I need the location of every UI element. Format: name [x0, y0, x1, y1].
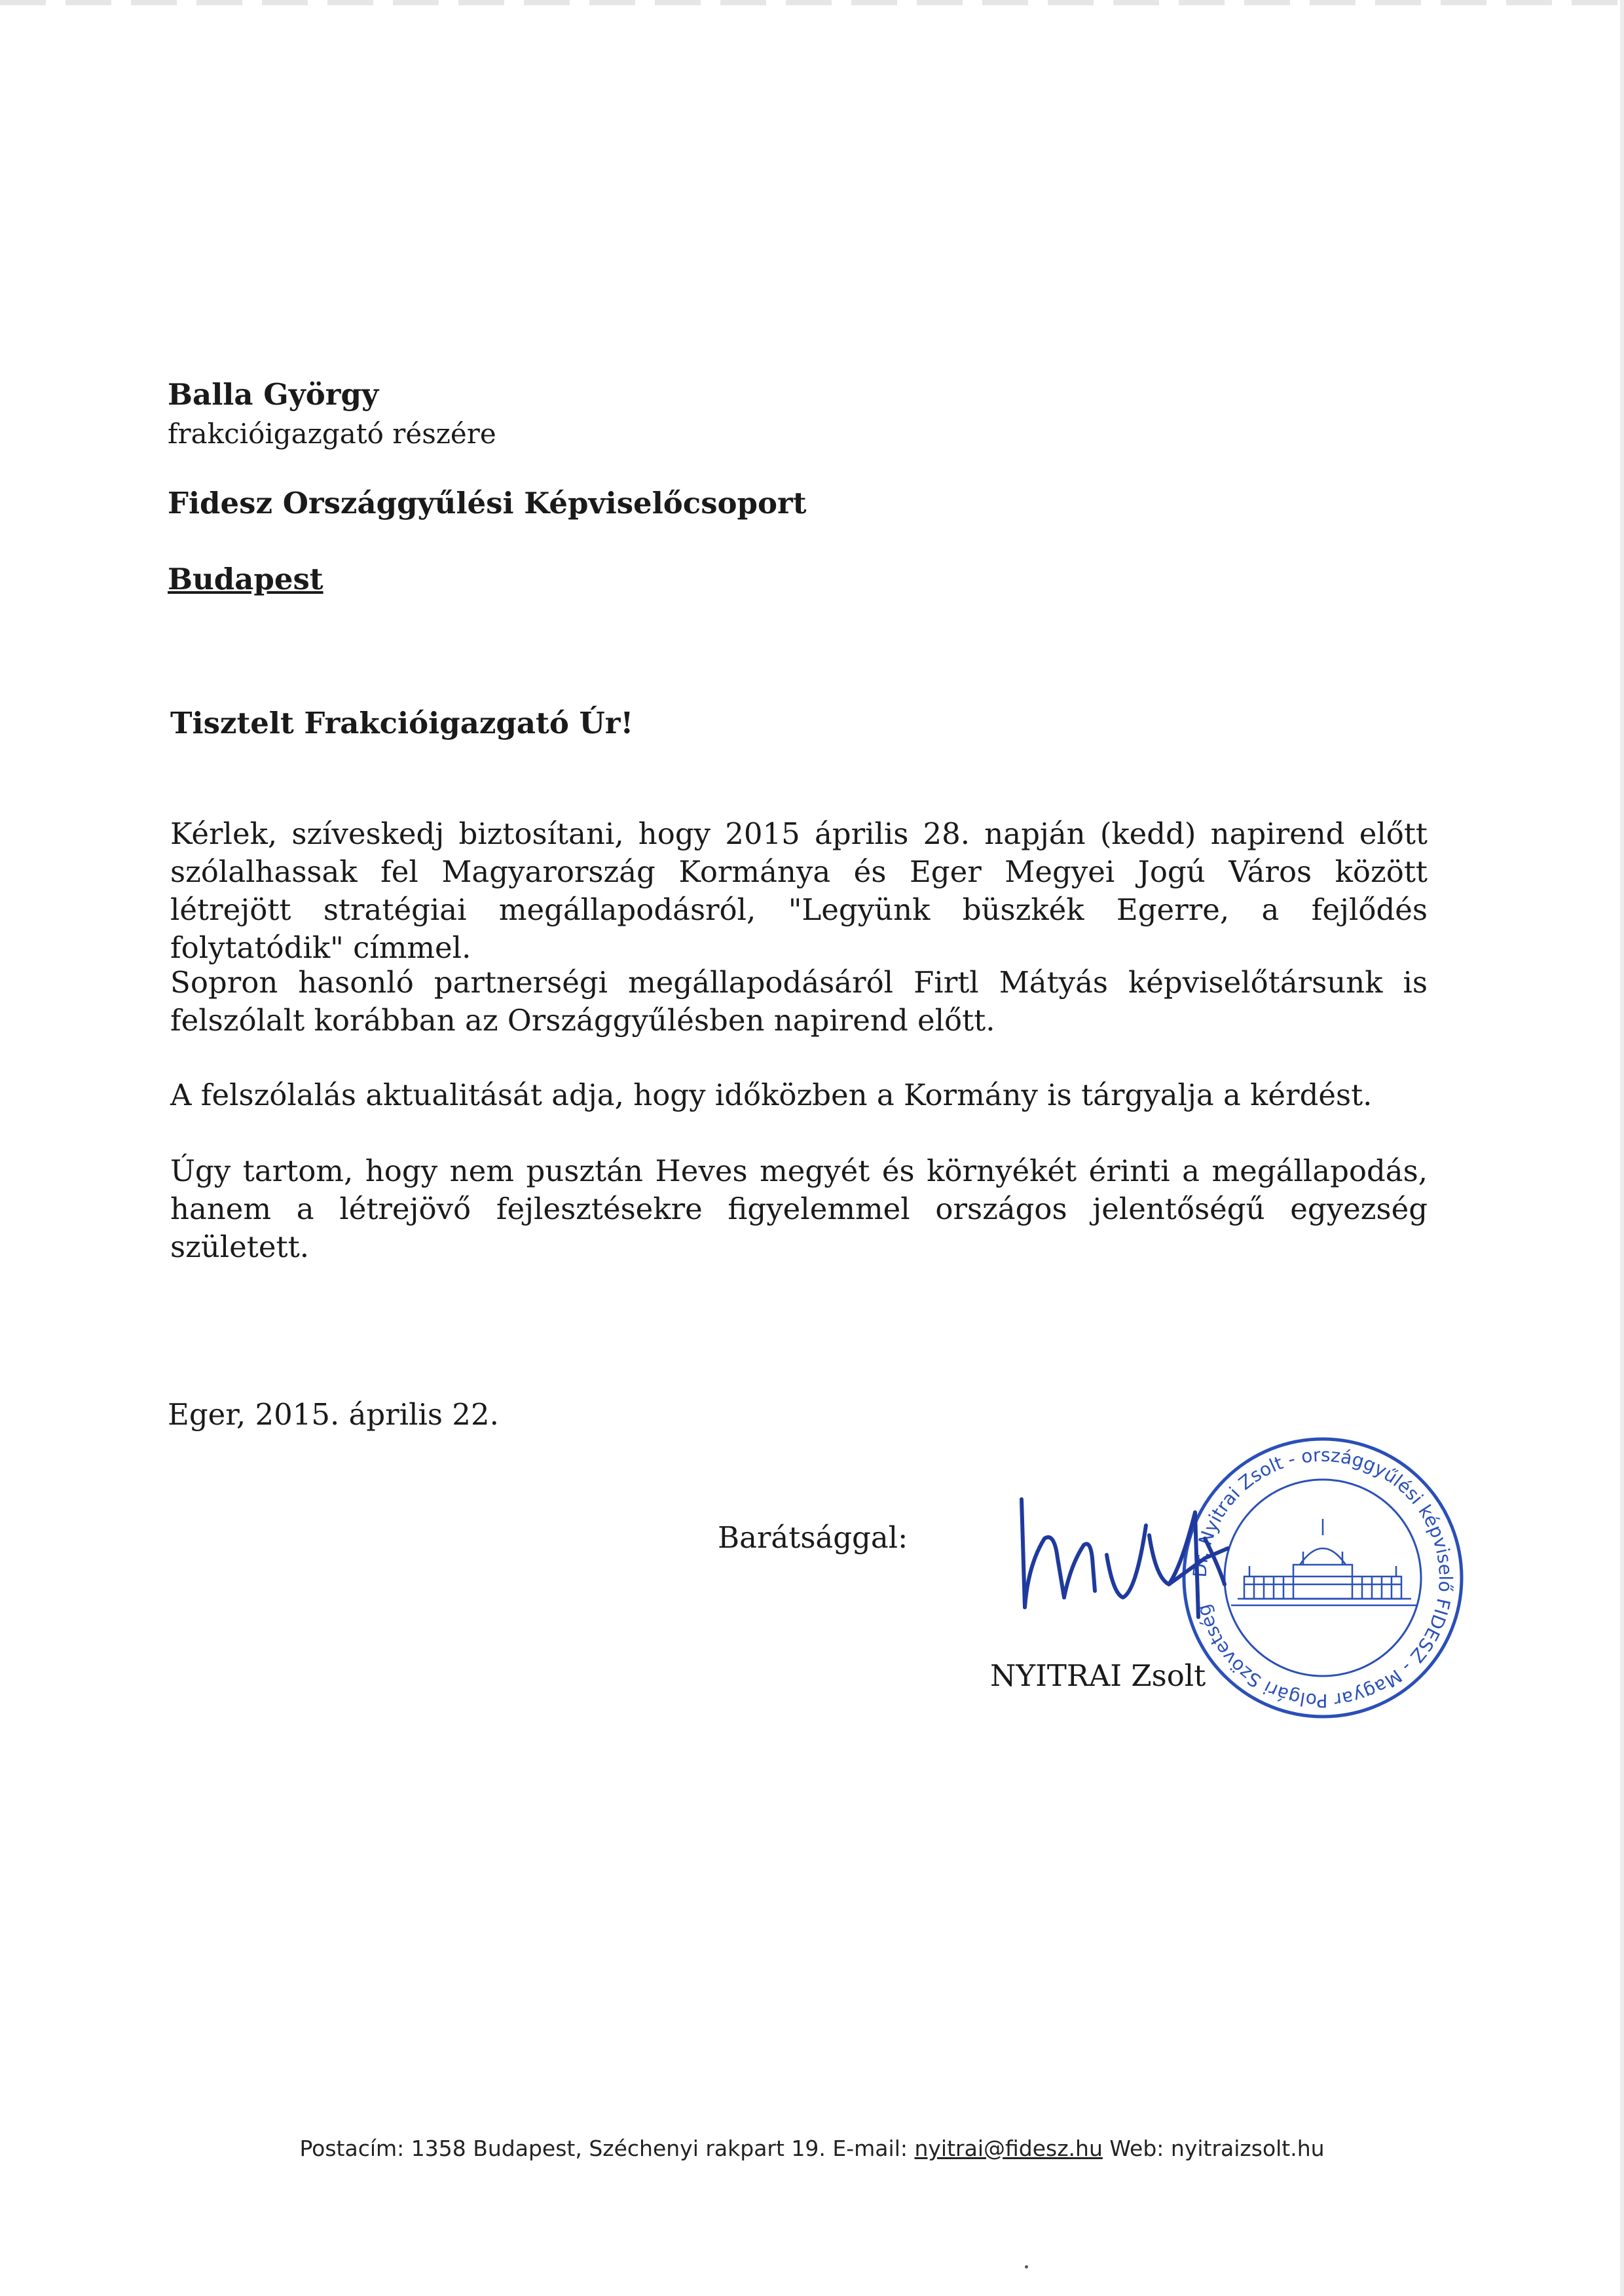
- footer-address: Postacím: 1358 Budapest, Széchenyi rakpart 19. E-mail:: [299, 2136, 915, 2161]
- closing-phrase: Barátsággal:: [718, 1520, 908, 1555]
- organization-name: Fidesz Országgyűlési Képviselőcsoport: [168, 486, 807, 520]
- recipient-name: Balla György: [168, 377, 379, 412]
- recipient-block: [168, 374, 496, 453]
- stamp-text: Dr. Nyitrai Zsolt - országgyűlési képviselő FIDESZ - Magyar Polgári Szövetség: [1189, 1444, 1457, 1712]
- scan-speck: [1025, 2265, 1028, 2269]
- footer-email-link[interactable]: nyitrai@fidesz.hu: [914, 2136, 1103, 2161]
- handwritten-signature: [1008, 1486, 1297, 1637]
- scan-edge-right: [1620, 0, 1624, 2296]
- scan-edge-top: [0, 0, 1624, 5]
- body-paragraph-3: A felszólalás aktualitását adja, hogy időközben a Kormány is tárgyalja a kérdést.: [170, 1078, 1373, 1112]
- body-paragraph-2: Sopron hasonló partnerségi megállapodásáról Firtl Mátyás képviselőtársunk is felszólalt korábban az Országgyűlésben napirend előtt.: [170, 965, 1428, 1038]
- footer-web: Web: nyitraizsolt.hu: [1102, 2136, 1325, 2161]
- salutation: Tisztelt Frakcióigazgató Úr!: [170, 706, 634, 740]
- place-and-date: Eger, 2015. április 22.: [168, 1397, 499, 1432]
- footer-contact: [0, 2136, 1624, 2161]
- recipient-role: frakcióigazgató részére: [168, 418, 496, 450]
- body-paragraph-1: Kérlek, szíveskedj biztosítani, hogy 2015 április 28. napján (kedd) napirend előtt szólalhassak fel Magyarország Kormánya és Eger Megyei Jogú Város között létrejött stratégiai megállapodásról, "Legyünk büszkék Egerre, a fejlődés folytatódik" címmel.: [170, 816, 1428, 965]
- city-name: Budapest: [168, 562, 323, 596]
- body-paragraph-4: Úgy tartom, hogy nem pusztán Heves megyét és környékét érinti a megállapodás, hanem a létrejövő fejlesztésekre figyelemmel országos jelentőségű egyezség született.: [170, 1154, 1428, 1264]
- signer-name: NYITRAI Zsolt: [990, 1658, 1206, 1693]
